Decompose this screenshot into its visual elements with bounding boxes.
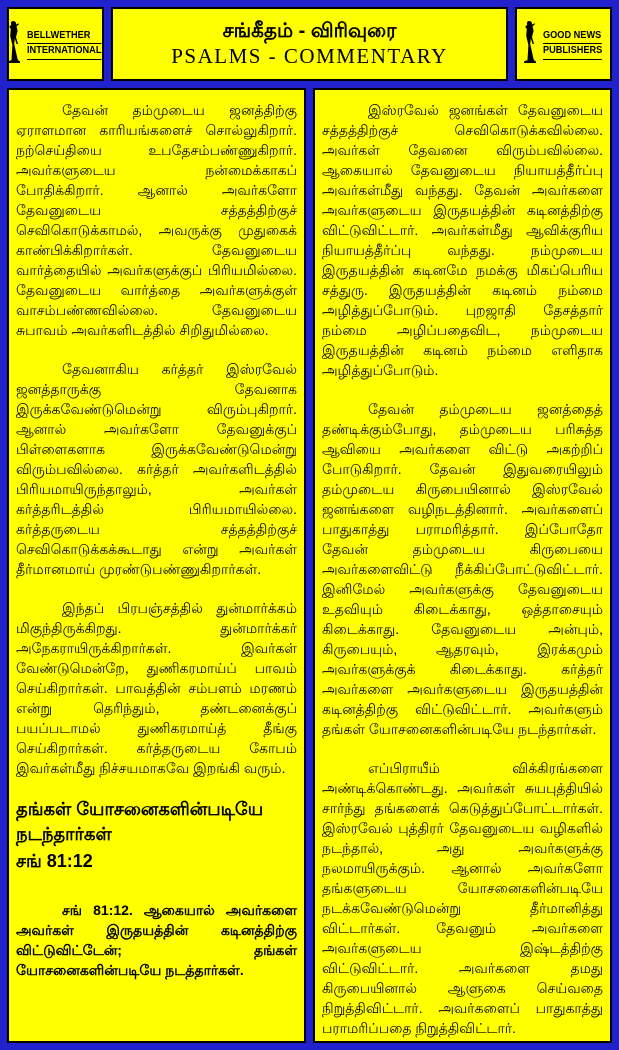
publishers-logo-text [543,29,607,60]
bellwether-logo-line2: INTERNATIONAL [27,44,101,60]
bellwether-logo [7,7,104,81]
page-title-english: PSALMS - COMMENTARY [171,43,448,68]
paragraph: தேவன் தம்முடைய ஜனத்திற்கு ஏராளமான காரியங்களைச் சொல்லுகிறார். நற்செய்தியை உபதேசம்பண்ணுகிறார். அவர்களுடைய நன்மைக்காகப் போதிக்கிறார். ஆனால் அவர்களோ தேவனுடைய சத்தத்திற்குச் செவிகொடுக்காமல், அவருக்கு முதுகைக் காண்பிக்கிறார்கள். தேவனுடைய வார்த்தையில் அவர்களுக்குப் பிரியமில்லை. தேவனுடைய வார்த்தை அவர்களுக்குள் வாசம்பண்ணவில்லை. தேவனுடைய சுபாவம் அவர்களிடத்தில் சிறிதுமில்லை. [16,102,297,338]
bellwether-logo-text [27,29,108,60]
left-column [7,88,306,1043]
paragraph: இஸ்ரவேல் ஜனங்கள் தேவனுடைய சத்தத்திற்குச் செவிகொடுக்கவில்லை. அவர்கள் தேவனை விரும்பவில்லை. ஆகையால் தேவனுடைய நியாயத்தீர்ப்பு அவர்கள்மீது வந்தது. தேவன் அவர்களை அவர்களுடைய இருதயத்தின் கடினத்திற்கு விட்டுவிட்டார். அவர்கள்மீது ஆவிக்குரிய நியாயத்தீர்ப்பு வந்தது. நம்முடைய இருதயத்தின் கடினமே நமக்கு மிகப்பெரிய சத்துரு. இருதயத்தின் கடினம் நம்மை அழித்துப்போடும். புறஜாதி தேசத்தார் நம்மை அழிப்பதைவிட, நம்முடைய இருதயத்தின் கடினம் நம்மை எளிதாக அழித்துப்போடும். [322,102,603,378]
page-header [7,7,612,81]
page-title-tamil: சங்கீதம் - விரிவுரை [222,19,397,42]
right-column [313,88,612,1043]
verse-quotation: சங் 81:12. ஆகையால் அவர்களை அவர்கள் இருதயத்தின் கடினத்திற்கு விட்டுவிட்டேன்; தங்கள் யோசனைகளின்படியே நடத்தார்கள். [16,902,297,978]
page-body [7,88,612,1043]
bellwether-figure-icon [4,20,24,69]
good-news-publishers-logo [515,7,612,81]
publishers-logo-line1: GOOD NEWS [543,29,602,45]
paragraph: எப்பிராயீம் விக்கிரங்களை அண்டிக்கொண்டது. அவர்கள் சுயபுத்தியில் சார்ந்து தங்களைக் கெடுத்துப்போட்டார்கள். இஸ்ரவேல் புத்திரர் தேவனுடைய வழிகளில் நடந்தால், அது அவர்களுக்கு நலமாயிருக்கும். ஆனால் அவர்களோ தங்களுடைய யோசனைகளின்படியே நடக்கவேண்டுமென்று தீர்மானித்து விட்டார்கள். தேவனும் அவர்களை அவர்களுடைய இஷ்டத்திற்கு விட்டுவிட்டார். அவர்களை தமது கிருபையினால் ஆளுகை செய்வதை நிறுத்திவிட்டார். அவர்களைப் பாதுகாத்து பராமரிப்பதை நிறுத்திவிட்டார். [322,760,603,1036]
bellwether-logo-line1: BELLWETHER [27,29,101,45]
publishers-logo-line2: PUBLISHERS [543,44,602,60]
section-heading: தங்கள் யோசனைகளின்படியே நடந்தார்கள் [16,799,264,844]
section-verse-reference: சங் 81:12 [16,851,93,871]
title-panel [111,7,508,81]
publishers-figure-icon [520,20,540,69]
paragraph: தேவனாகிய கர்த்தர் இஸ்ரவேல் ஜனத்தாருக்கு தேவனாக இருக்கவேண்டுமென்று விரும்புகிறார். ஆனால் அவர்களோ தேவனுக்குப் பிள்ளைகளாக இருக்கவேண்டுமென்று விரும்பவில்லை. கர்த்தர் அவர்களிடத்தில் பிரியமாயிருந்தாலும், அவர்கள் கர்த்தரிடத்தில் பிரியமாயில்லை. கர்த்தருடைய சத்தத்திற்குச் செவிகொடுக்கக்கூடாது என்று அவர்கள் தீர்மானமாய் முரண்டுபண்ணுகிறார்கள். [16,361,297,577]
paragraph: இந்தப் பிரபஞ்சத்தில் துன்மார்க்கம் மிகுந்திருக்கிறது. துன்மார்க்கர் அநேகராயிருக்கிறார்கள். இவர்கள் வேண்டுமென்றே, துணிகரமாய்ப் பாவம் செய்கிறார்கள். பாவத்தின் சம்பளம் மரணம் என்று தெரிந்தும், தண்டனைக்குப் பயப்படாமல் துணிகரமாய்த் தீங்கு செய்கிறார்கள். கர்த்தருடைய கோபம் இவர்கள்மீது நிச்சயமாகவே இறங்கி வரும். [16,600,297,776]
paragraph: தேவன் தம்முடைய ஜனத்தைத் தண்டிக்கும்போது, தம்முடைய பரிசுத்த ஆவியை அவர்களை விட்டு அகற்றிப் போடுகிறார். தேவன் இதுவரையிலும் தம்முடைய கிருபையினால் இஸ்ரவேல் ஜனங்களை வழிநடத்தினார். அவர்களைப் பாதுகாத்து பராமரித்தார். இப்போதோ தேவன் தம்முடைய கிருபையை அவர்களைவிட்டு நீக்கிப்போட்டுவிட்டார். இனிமேல் அவர்களுக்கு தேவனுடைய உதவியும் கிடைக்காது, ஒத்தாசையும் கிடைக்காது. தேவனுடைய அன்பும், கிருபையும், ஆதரவும், இரக்கமும் அவர்களுக்குக் கிடைக்காது. கர்த்தர் அவர்களை அவர்களுடைய இருதயத்தின் கடினத்திற்கு விட்டுவிட்டார். அவர்களும் தங்கள் யோசனைகளின்படியே நடந்தார்கள். [322,401,603,737]
